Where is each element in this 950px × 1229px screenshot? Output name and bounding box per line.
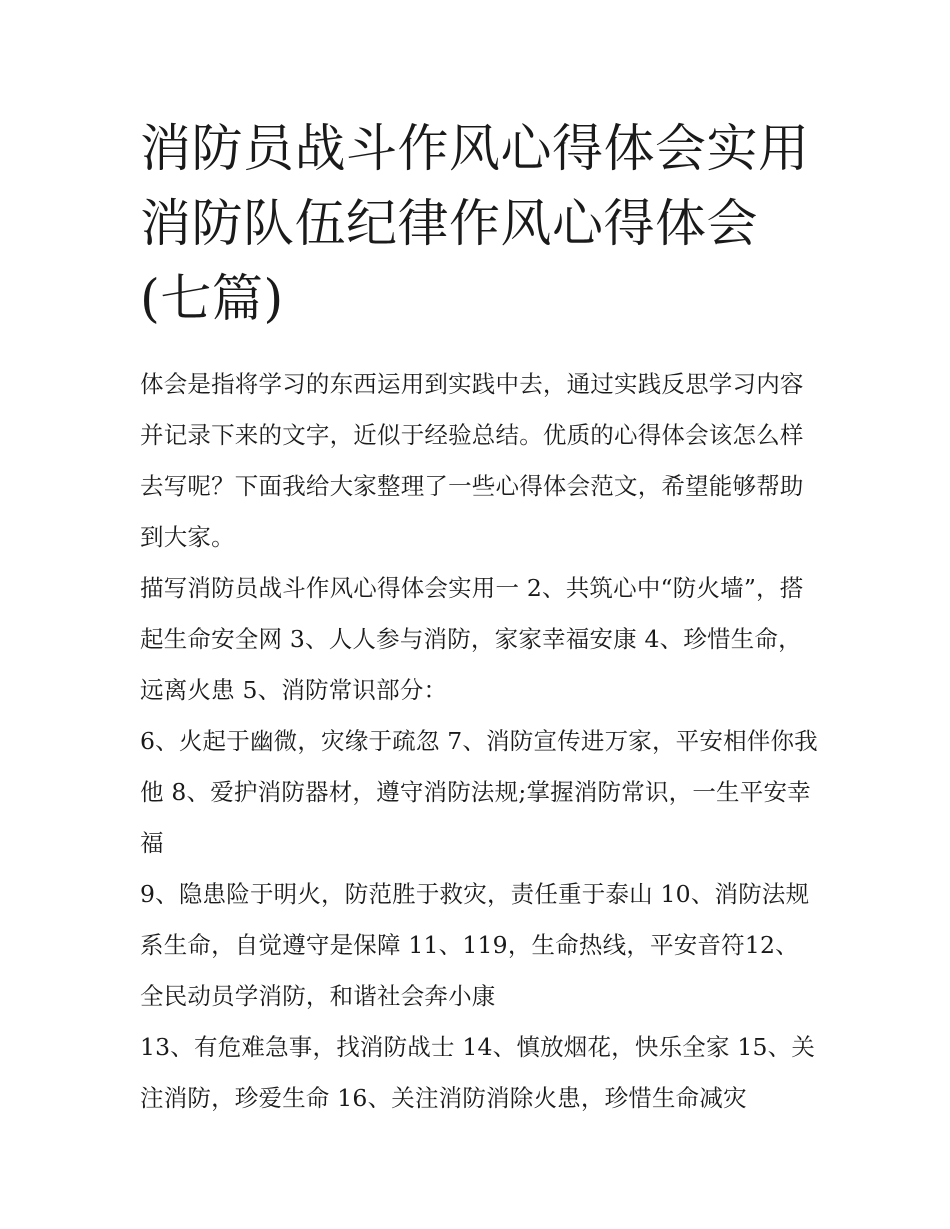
slogan-paragraph-2: 6、火起于幽微，灾缘于疏忽 7、消防宣传进万家，平安相伴你我他 8、爱护消防器材，遵守消防法规;掌握消防常识，一生平安幸福	[140, 727, 818, 857]
slogan-paragraph-3: 9、隐患险于明火，防范胜于救灾，责任重于泰山 10、消防法规系生命，自觉遵守是保障 11、119，生命热线，平安音符12、全民动员学消防，和谐社会奔小康	[140, 880, 810, 1010]
slogan-paragraph-4: 13、有危难急事，找消防战士 14、慎放烟花，快乐全家 15、关注消防，珍爱生命 16、关注消防消除火患，珍惜生命减灾	[140, 1033, 816, 1112]
intro-paragraph: 体会是指将学习的东西运用到实践中去，通过实践反思学习内容并记录下来的文字，近似于经验总结。优质的心得体会该怎么样去写呢？下面我给大家整理了一些心得体会范文，希望能够帮助到大家。	[140, 370, 804, 551]
slogan-paragraph-1: 描写消防员战斗作风心得体会实用一 2、共筑心中“防火墙”，搭起生命安全网 3、人人参与消防，家家幸福安康 4、珍惜生命，远离火患 5、消防常识部分：	[140, 574, 804, 704]
document-title: 消防员战斗作风心得体会实用消防队伍纪律作风心得体会(七篇)	[140, 120, 810, 329]
document-page	[140, 112, 820, 1124]
